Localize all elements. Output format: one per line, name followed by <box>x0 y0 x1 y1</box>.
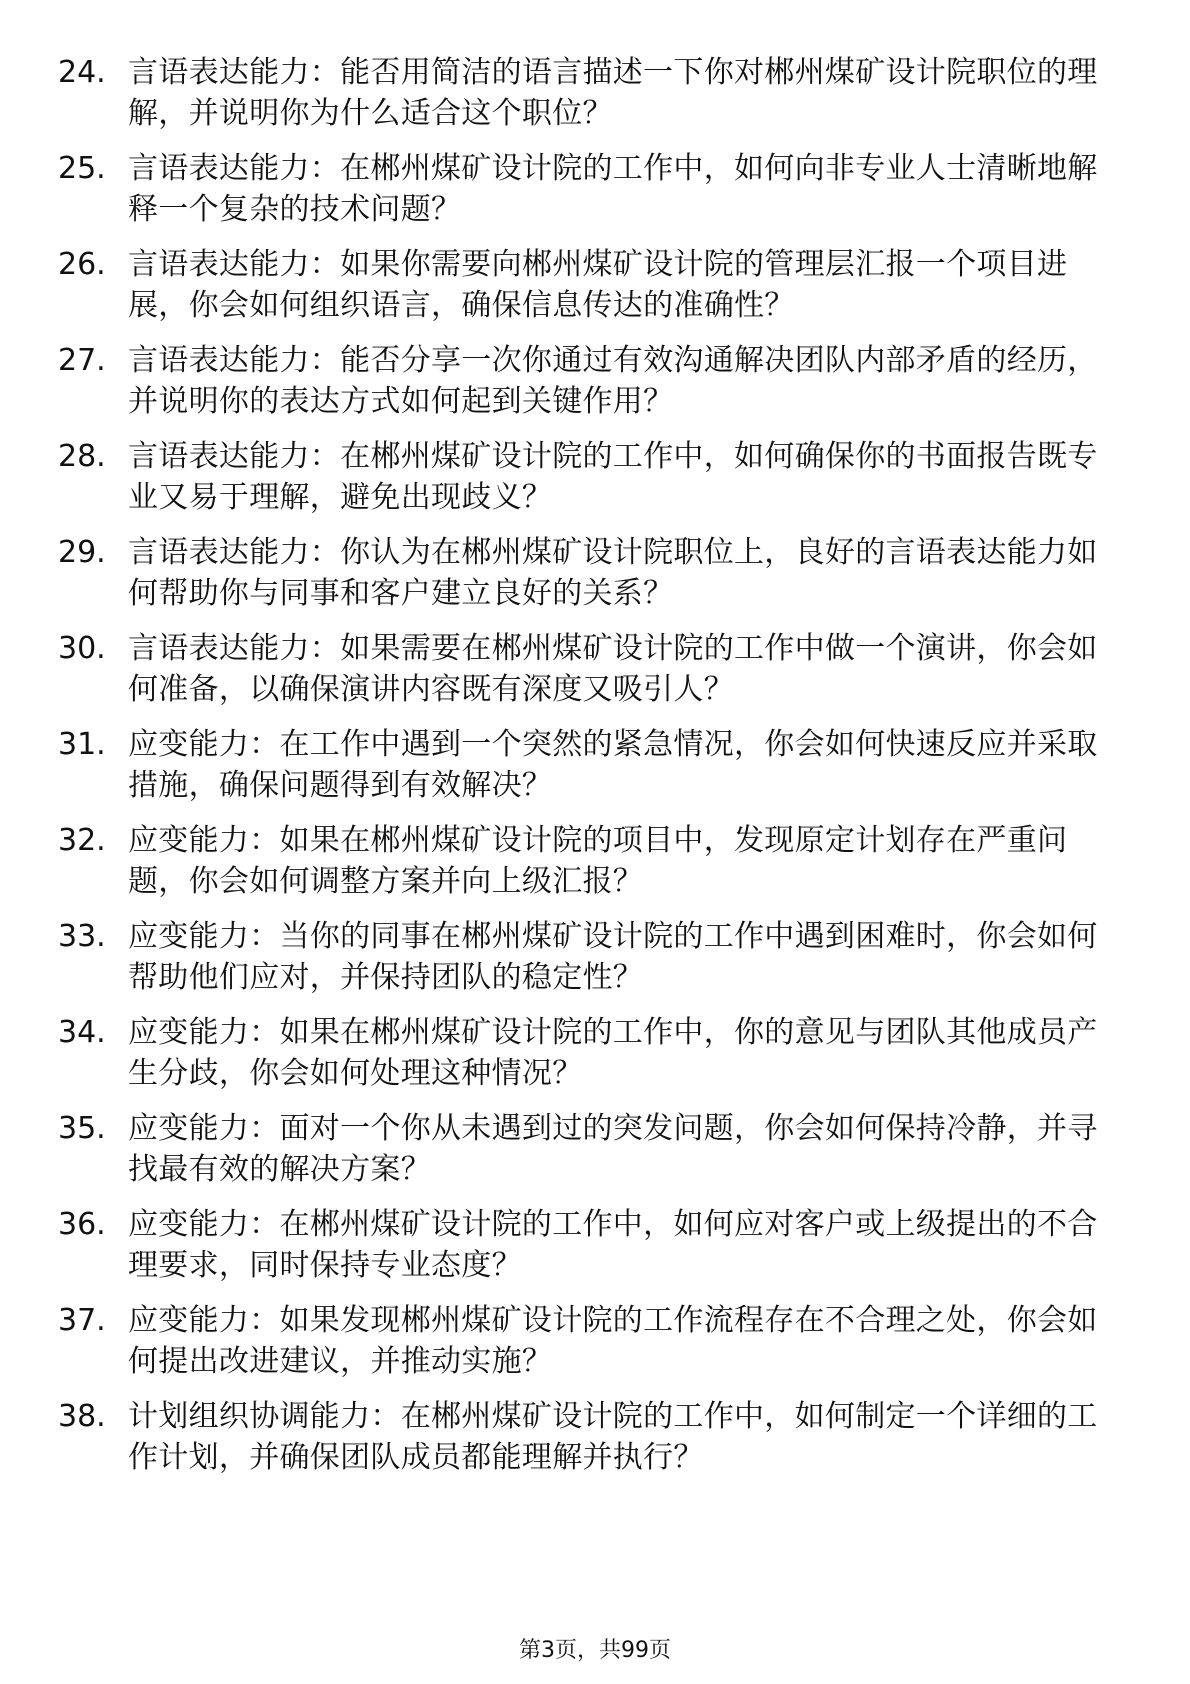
question-number: 31. <box>58 727 106 762</box>
question-number: 36. <box>58 1207 106 1242</box>
question-text: 应变能力：当你的同事在郴州煤矿设计院的工作中遇到困难时，你会如何帮助他们应对，并保持团队的稳定性？ <box>128 919 1098 995</box>
question-number: 30. <box>58 631 106 666</box>
question-item <box>58 820 1118 902</box>
question-number: 25. <box>58 151 106 186</box>
page-footer <box>0 1636 1190 1666</box>
question-item <box>58 1396 1118 1478</box>
question-item <box>58 52 1118 134</box>
question-item <box>58 1108 1118 1190</box>
question-number: 34. <box>58 1015 106 1050</box>
question-item <box>58 1012 1118 1094</box>
question-text: 应变能力：在工作中遇到一个突然的紧急情况，你会如何快速反应并采取措施，确保问题得到有效解决？ <box>128 727 1098 803</box>
question-number: 24. <box>58 55 106 90</box>
question-text: 言语表达能力：如果需要在郴州煤矿设计院的工作中做一个演讲，你会如何准备，以确保演讲内容既有深度又吸引人？ <box>128 631 1098 707</box>
question-number: 35. <box>58 1111 106 1146</box>
question-text: 言语表达能力：你认为在郴州煤矿设计院职位上，良好的言语表达能力如何帮助你与同事和客户建立良好的关系？ <box>128 535 1098 611</box>
question-item <box>58 532 1118 614</box>
question-item <box>58 628 1118 710</box>
question-item <box>58 244 1118 326</box>
question-list <box>58 52 1118 1492</box>
page-number: 第3页，共99页 <box>519 1638 671 1663</box>
question-item <box>58 1204 1118 1286</box>
question-text: 应变能力：在郴州煤矿设计院的工作中，如何应对客户或上级提出的不合理要求，同时保持专业态度？ <box>128 1207 1098 1283</box>
question-number: 37. <box>58 1303 106 1338</box>
question-number: 28. <box>58 439 106 474</box>
question-text: 言语表达能力：在郴州煤矿设计院的工作中，如何确保你的书面报告既专业又易于理解，避免出现歧义？ <box>128 439 1098 515</box>
question-text: 应变能力：如果在郴州煤矿设计院的工作中，你的意见与团队其他成员产生分歧，你会如何处理这种情况？ <box>128 1015 1098 1091</box>
question-item <box>58 1300 1118 1382</box>
question-text: 言语表达能力：能否分享一次你通过有效沟通解决团队内部矛盾的经历，并说明你的表达方式如何起到关键作用？ <box>128 343 1098 419</box>
question-number: 27. <box>58 343 106 378</box>
question-number: 33. <box>58 919 106 954</box>
question-text: 应变能力：如果发现郴州煤矿设计院的工作流程存在不合理之处，你会如何提出改进建议，并推动实施？ <box>128 1303 1098 1379</box>
question-item <box>58 724 1118 806</box>
question-text: 计划组织协调能力：在郴州煤矿设计院的工作中，如何制定一个详细的工作计划，并确保团队成员都能理解并执行？ <box>128 1399 1098 1475</box>
question-text: 言语表达能力：能否用简洁的语言描述一下你对郴州煤矿设计院职位的理解，并说明你为什么适合这个职位？ <box>128 55 1098 131</box>
question-text: 言语表达能力：如果你需要向郴州煤矿设计院的管理层汇报一个项目进展，你会如何组织语言，确保信息传达的准确性？ <box>128 247 1068 323</box>
question-text: 应变能力：如果在郴州煤矿设计院的项目中，发现原定计划存在严重问题，你会如何调整方案并向上级汇报？ <box>128 823 1068 899</box>
question-item <box>58 436 1118 518</box>
question-item <box>58 340 1118 422</box>
question-number: 38. <box>58 1399 106 1434</box>
question-text: 应变能力：面对一个你从未遇到过的突发问题，你会如何保持冷静，并寻找最有效的解决方案？ <box>128 1111 1098 1187</box>
question-number: 29. <box>58 535 106 570</box>
question-number: 32. <box>58 823 106 858</box>
question-item <box>58 148 1118 230</box>
question-item <box>58 916 1118 998</box>
question-number: 26. <box>58 247 106 282</box>
question-text: 言语表达能力：在郴州煤矿设计院的工作中，如何向非专业人士清晰地解释一个复杂的技术问题？ <box>128 151 1098 227</box>
